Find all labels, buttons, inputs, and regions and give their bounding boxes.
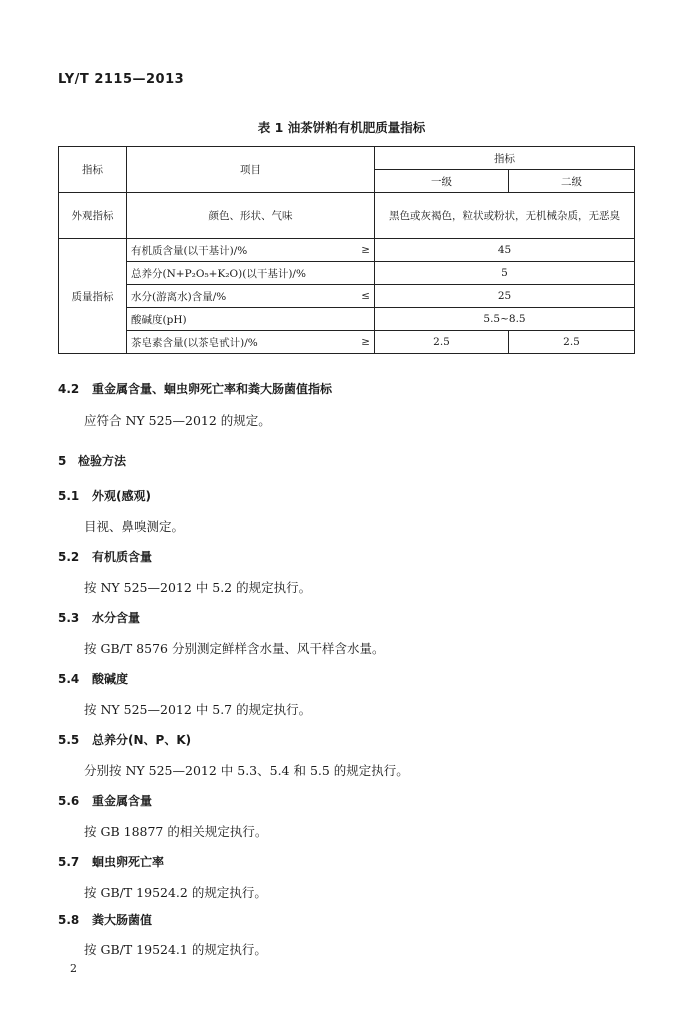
section-heading <box>58 853 164 870</box>
section-number: 5.8 <box>58 913 80 927</box>
section-text: 分别按 NY 525—2012 中 5.3、5.4 和 5.5 的规定执行。 <box>84 763 409 778</box>
section-text: 应符合 NY 525—2012 的规定。 <box>84 413 271 428</box>
section-heading <box>58 548 152 565</box>
section-number: 5.7 <box>58 855 80 869</box>
appearance-value: 黑色或灰褐色，粒状或粉状，无机械杂质，无恶臭 <box>375 193 635 239</box>
item-value: 45 <box>375 239 635 262</box>
section-text: 目视、鼻嗅测定。 <box>84 519 185 534</box>
header-grade-2: 二级 <box>509 170 635 193</box>
item-name: 茶皂素含量(以茶皂甙计)/% <box>131 336 258 349</box>
section-title: 水分含量 <box>92 611 141 625</box>
header-indicator: 指标 <box>59 147 127 193</box>
table-row <box>59 308 635 331</box>
section-number: 5.4 <box>58 672 80 686</box>
comparison-operator: ≤ <box>361 290 370 302</box>
section-title: 检验方法 <box>78 454 127 468</box>
table-row <box>59 193 635 239</box>
section-title: 重金属含量 <box>92 794 153 808</box>
comparison-operator: ≥ <box>361 244 370 256</box>
item-name: 总养分(N+P₂O₅+K₂O)(以干基计)/% <box>131 267 306 280</box>
section-title: 粪大肠菌值 <box>92 913 153 927</box>
section-number: 5 <box>58 454 67 468</box>
header-item: 项目 <box>127 147 375 193</box>
section-number: 5.2 <box>58 550 80 564</box>
item-name: 有机质含量(以干基计)/% <box>131 244 248 257</box>
item-value: 25 <box>375 285 635 308</box>
section-number: 4.2 <box>58 382 80 396</box>
quality-spec-table <box>58 146 635 354</box>
section-number: 5.1 <box>58 489 80 503</box>
section-heading <box>58 911 152 928</box>
item-cell <box>127 262 375 285</box>
section-heading <box>58 792 152 809</box>
section-title: 酸碱度 <box>92 672 129 686</box>
section-text: 按 NY 525—2012 中 5.2 的规定执行。 <box>84 580 312 595</box>
table-row <box>59 262 635 285</box>
section-heading <box>58 380 332 397</box>
section-text: 按 GB/T 8576 分别测定鲜样含水量、风干样含水量。 <box>84 641 385 656</box>
section-text: 按 GB/T 19524.2 的规定执行。 <box>84 885 267 900</box>
appearance-item: 颜色、形状、气味 <box>127 193 375 239</box>
quality-label: 质量指标 <box>59 239 127 354</box>
header-grade-1: 一级 <box>375 170 509 193</box>
item-value-grade-1: 2.5 <box>375 331 509 354</box>
item-cell <box>127 308 375 331</box>
section-text: 按 GB 18877 的相关规定执行。 <box>84 824 268 839</box>
item-value-grade-2: 2.5 <box>509 331 635 354</box>
item-name: 水分(游离水)含量/% <box>131 290 227 303</box>
section-number: 5.5 <box>58 733 80 747</box>
standard-id-header: LY/T 2115—2013 <box>58 72 185 87</box>
section-text: 按 GB/T 19524.1 的规定执行。 <box>84 942 267 957</box>
item-value: 5 <box>375 262 635 285</box>
section-heading <box>58 609 140 626</box>
section-heading <box>58 452 126 469</box>
table-row <box>59 285 635 308</box>
section-title: 外观(感观) <box>92 489 151 503</box>
section-title: 总养分(N、P、K) <box>92 733 192 747</box>
comparison-operator: ≥ <box>361 336 370 348</box>
header-indicator-group: 指标 <box>375 147 635 170</box>
item-cell <box>127 331 375 354</box>
section-number: 5.6 <box>58 794 80 808</box>
section-title: 蛔虫卵死亡率 <box>92 855 165 869</box>
table-row <box>59 239 635 262</box>
appearance-label: 外观指标 <box>59 193 127 239</box>
table-row <box>59 331 635 354</box>
item-name: 酸碱度(pH) <box>131 313 187 326</box>
section-number: 5.3 <box>58 611 80 625</box>
table-title: 表 1 油茶饼粕有机肥质量指标 <box>257 120 426 135</box>
section-title: 有机质含量 <box>92 550 153 564</box>
page-number: 2 <box>70 962 77 975</box>
section-heading <box>58 487 151 504</box>
item-cell <box>127 285 375 308</box>
item-cell <box>127 239 375 262</box>
section-text: 按 NY 525—2012 中 5.7 的规定执行。 <box>84 702 312 717</box>
section-title: 重金属含量、蛔虫卵死亡率和粪大肠菌值指标 <box>92 382 333 396</box>
section-heading <box>58 731 191 748</box>
section-heading <box>58 670 128 687</box>
item-value: 5.5~8.5 <box>375 308 635 331</box>
